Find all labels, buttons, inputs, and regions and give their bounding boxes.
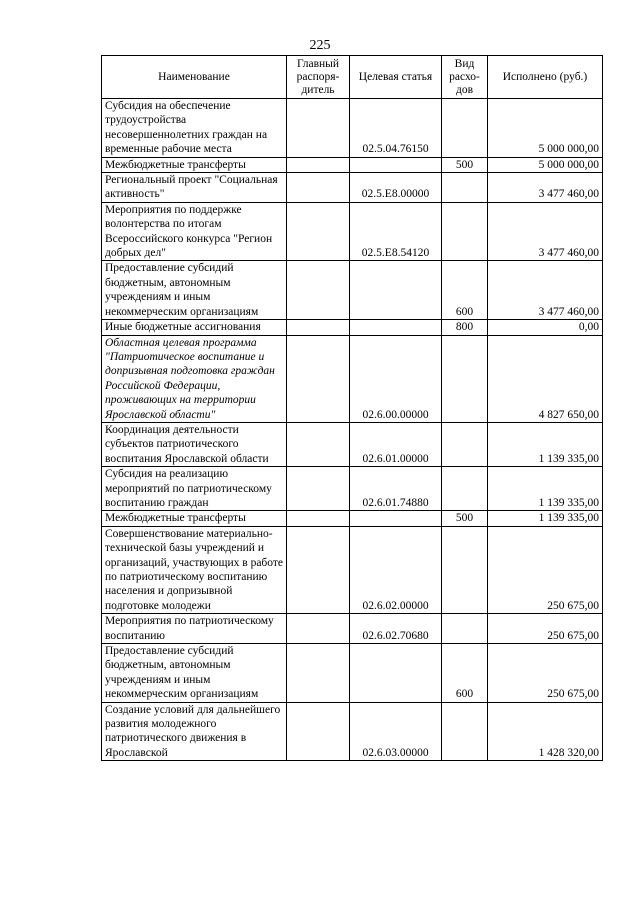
amount-cell: 3 477 460,00 — [488, 173, 603, 203]
target-article-cell: 02.6.02.70680 — [350, 614, 442, 644]
name-cell: Создание условий для дальнейшего развития молодежного патриотического движения в Ярославской — [102, 702, 287, 761]
table-row — [102, 614, 603, 644]
glav-cell — [287, 511, 350, 526]
glav-cell — [287, 422, 350, 466]
expense-type-cell — [442, 526, 488, 613]
glav-cell — [287, 202, 350, 261]
table-row — [102, 511, 603, 526]
header-target: Целевая статья — [350, 56, 442, 99]
table-row — [102, 526, 603, 613]
target-article-cell: 02.5.E8.54120 — [350, 202, 442, 261]
table-row — [102, 202, 603, 261]
expense-type-cell — [442, 335, 488, 422]
expense-type-cell: 600 — [442, 644, 488, 703]
amount-cell: 5 000 000,00 — [488, 99, 603, 158]
table-row — [102, 702, 603, 761]
amount-cell: 250 675,00 — [488, 614, 603, 644]
table-row — [102, 644, 603, 703]
target-article-cell: 02.6.00.00000 — [350, 335, 442, 422]
expense-type-cell: 500 — [442, 511, 488, 526]
glav-cell — [287, 467, 350, 511]
table-row — [102, 320, 603, 335]
target-article-cell: 02.5.04.76150 — [350, 99, 442, 158]
expense-type-cell — [442, 202, 488, 261]
header-glav: Главный распоря-дитель — [287, 56, 350, 99]
amount-cell: 3 477 460,00 — [488, 202, 603, 261]
name-cell: Межбюджетные трансферты — [102, 511, 287, 526]
amount-cell: 1 428 320,00 — [488, 702, 603, 761]
target-article-cell: 02.5.E8.00000 — [350, 173, 442, 203]
table-row — [102, 157, 603, 172]
name-cell: Субсидия на реализацию мероприятий по патриотическому воспитанию граждан — [102, 467, 287, 511]
target-article-cell — [350, 511, 442, 526]
target-article-cell — [350, 320, 442, 335]
table-row — [102, 422, 603, 466]
expense-type-cell — [442, 422, 488, 466]
amount-cell: 250 675,00 — [488, 526, 603, 613]
expense-type-cell — [442, 702, 488, 761]
glav-cell — [287, 99, 350, 158]
table-row — [102, 335, 603, 422]
target-article-cell: 02.6.02.00000 — [350, 526, 442, 613]
glav-cell — [287, 173, 350, 203]
expense-type-cell: 500 — [442, 157, 488, 172]
name-cell: Областная целевая программа "Патриотическое воспитание и допризывная подготовка граждан Российской Федерации, проживающих на территории Ярославской области" — [102, 335, 287, 422]
table-body — [102, 99, 603, 761]
page-number: 225 — [309, 38, 331, 53]
glav-cell — [287, 614, 350, 644]
expense-type-cell — [442, 173, 488, 203]
target-article-cell: 02.6.01.74880 — [350, 467, 442, 511]
table-row — [102, 467, 603, 511]
glav-cell — [287, 157, 350, 172]
amount-cell: 4 827 650,00 — [488, 335, 603, 422]
name-cell: Межбюджетные трансферты — [102, 157, 287, 172]
expense-type-cell: 600 — [442, 261, 488, 320]
amount-cell: 1 139 335,00 — [488, 422, 603, 466]
target-article-cell: 02.6.03.00000 — [350, 702, 442, 761]
name-cell: Предоставление субсидий бюджетным, автономным учреждениям и иным некоммерческим организациям — [102, 644, 287, 703]
name-cell: Координация деятельности субъектов патриотического воспитания Ярославской области — [102, 422, 287, 466]
expense-type-cell — [442, 99, 488, 158]
table-row — [102, 261, 603, 320]
amount-cell: 0,00 — [488, 320, 603, 335]
name-cell: Совершенствование материально-технической базы учреждений и организаций, участвующих в работе по патриотическому воспитанию населения и допризывной подготовке молодежи — [102, 526, 287, 613]
amount-cell: 3 477 460,00 — [488, 261, 603, 320]
table-header-row — [102, 56, 603, 99]
amount-cell: 1 139 335,00 — [488, 467, 603, 511]
expense-type-cell: 800 — [442, 320, 488, 335]
name-cell: Региональный проект "Социальная активность" — [102, 173, 287, 203]
amount-cell: 250 675,00 — [488, 644, 603, 703]
target-article-cell: 02.6.01.00000 — [350, 422, 442, 466]
amount-cell: 5 000 000,00 — [488, 157, 603, 172]
header-vid: Вид расхо-дов — [442, 56, 488, 99]
amount-cell: 1 139 335,00 — [488, 511, 603, 526]
header-executed: Исполнено (руб.) — [488, 56, 603, 99]
glav-cell — [287, 261, 350, 320]
glav-cell — [287, 335, 350, 422]
target-article-cell — [350, 157, 442, 172]
expense-type-cell — [442, 614, 488, 644]
glav-cell — [287, 644, 350, 703]
header-name: Наименование — [102, 56, 287, 99]
target-article-cell — [350, 261, 442, 320]
glav-cell — [287, 320, 350, 335]
glav-cell — [287, 526, 350, 613]
table-row — [102, 99, 603, 158]
name-cell: Субсидия на обеспечение трудоустройства несовершеннолетних граждан на временные рабочие места — [102, 99, 287, 158]
table-row — [102, 173, 603, 203]
name-cell: Иные бюджетные ассигнования — [102, 320, 287, 335]
target-article-cell — [350, 644, 442, 703]
name-cell: Мероприятия по поддержке волонтерства по итогам Всероссийского конкурса "Регион добрых дел" — [102, 202, 287, 261]
budget-table — [101, 55, 603, 761]
name-cell: Мероприятия по патриотическому воспитанию — [102, 614, 287, 644]
name-cell: Предоставление субсидий бюджетным, автономным учреждениям и иным некоммерческим организациям — [102, 261, 287, 320]
expense-type-cell — [442, 467, 488, 511]
glav-cell — [287, 702, 350, 761]
